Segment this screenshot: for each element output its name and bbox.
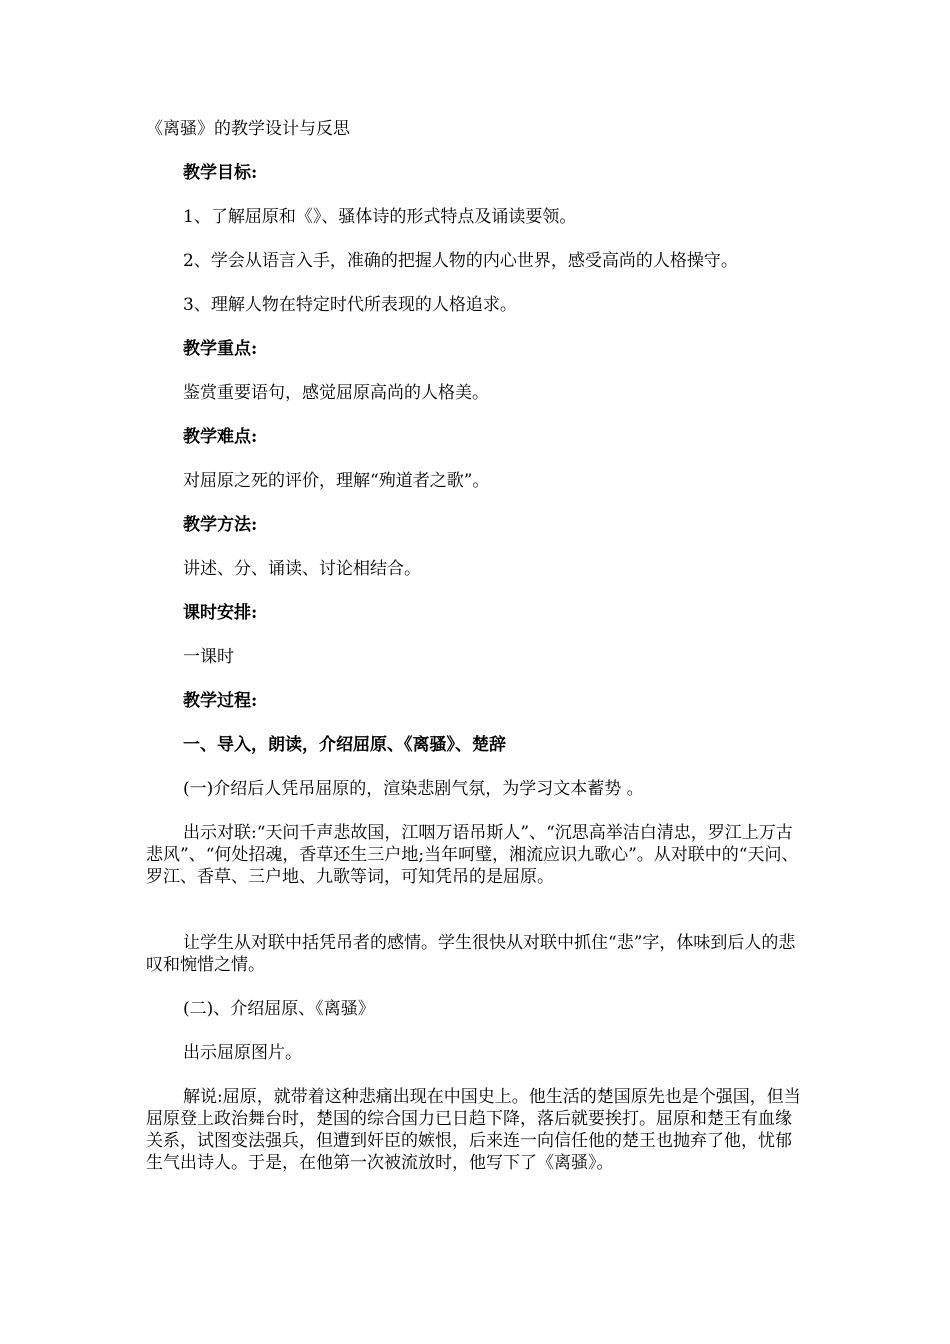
schedule-text: 一课时 bbox=[183, 647, 234, 667]
goal-item-3: 3、理解人物在特定时代所表现的人格追求。 bbox=[183, 295, 517, 315]
couplet-paragraph: 出示对联:“天问千声悲故国，江咽万语吊斯人”、“沉思高举洁白清忠，罗江上万古悲风”、“何处招魂，香草还生三户地;当年呵璧，湘流应识九歌心”。从对联中的“天问、罗江、香草、三户地、九歌等词，可知凭吊的是屈原。 bbox=[146, 823, 799, 887]
explanation-paragraph: 解说:屈原，就带着这种悲痛出现在中国史上。他生活的楚国原先也是个强国，但当屈原登上政治舞台时，楚国的综合国力已日趋下降，落后就要挨打。屈原和楚王有血缘关系，试图变法强兵，但遭到奸臣的嫉恨，后来连一向信任他的楚王也抛弃了他，忧郁生气出诗人。于是，在他第一次被流放时，他写下了《离骚》。 bbox=[146, 1087, 801, 1173]
difficulty-heading: 教学难点: bbox=[183, 427, 258, 447]
document-title: 《离骚》的教学设计与反思 bbox=[146, 119, 350, 139]
method-heading: 教学方法: bbox=[183, 515, 258, 535]
goal-item-2: 2、学会从语言入手，准确的把握人物的内心世界，感受高尚的人格操守。 bbox=[183, 251, 738, 271]
difficulty-text: 对屈原之死的评价，理解“殉道者之歌”。 bbox=[183, 471, 490, 491]
section-1-heading: 一、导入，朗读，介绍屈原、《离骚》、楚辞 bbox=[183, 735, 506, 755]
subsection-1-heading: (一)介绍后人凭吊屈原的，渲染悲剧气氛，为学习文本蓄势 。 bbox=[183, 779, 644, 799]
process-heading: 教学过程: bbox=[183, 691, 258, 711]
goal-item-1: 1、了解屈原和《》、骚体诗的形式特点及诵读要领。 bbox=[183, 207, 577, 227]
method-text: 讲述、分、诵读、讨论相结合。 bbox=[183, 559, 421, 579]
key-points-heading: 教学重点: bbox=[183, 339, 258, 359]
emotion-paragraph: 让学生从对联中括凭吊者的感情。学生很快从对联中抓住“悲”字，体味到后人的悲叹和惋惜之情。 bbox=[146, 933, 796, 975]
subsection-2-heading: (二)、介绍屈原、《离骚》 bbox=[183, 999, 375, 1019]
picture-paragraph: 出示屈原图片。 bbox=[183, 1043, 302, 1063]
schedule-heading: 课时安排: bbox=[183, 603, 258, 623]
goals-heading: 教学目标: bbox=[183, 163, 258, 183]
key-points-text: 鉴赏重要语句，感觉屈原高尚的人格美。 bbox=[183, 383, 489, 403]
